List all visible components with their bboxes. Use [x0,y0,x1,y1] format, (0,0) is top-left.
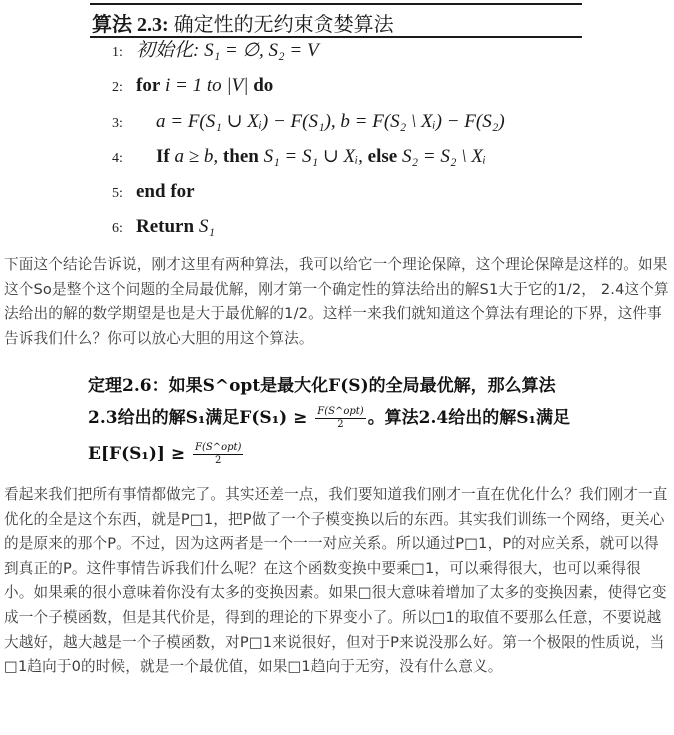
line-number: 2: [112,80,123,95]
algorithm-line-3 [112,110,505,136]
paragraph-submodular-transform: 看起来我们把所有事情都做完了。其实还差一点，我们要知道我们刚才一直在优化什么？我们刚才一直优化的全是这个东西，就是P□1，把P做了一个子模变换以后的东西。其实我们训练一个网络，更关心的是原来的那个P。不过，因为这两者是一个一一对应关系。所以通过P□1，P的对应关系，就可以得到真正的P。这件事情告诉我们什么呢？在这个函数变换中要乘□1，可以乘得很大，也可以乘得很小。如果乘的很小意味着你没有太多的变换因素。如果□很大意味着增加了太多的变换因素，使得它变成一个子模函数，但是其代价是，得到的理论的下界变小了。所以□1的取值不要那么任意，不要说越大越好，越大越是一个子模函数，对P□1来说很好，但对于P来说没那么好。第一个极限的性质说，当□1趋向于0的时候，就是一个最优值，如果□1趋向于无穷，没有什么意义。 [4,486,668,676]
line-number: 3: [112,116,123,131]
theorem-line-2 [88,406,570,431]
fraction [193,442,243,467]
line-number: 1: [112,45,123,60]
keyword-do: do [253,75,274,96]
line-number: 6: [112,221,123,236]
algorithm-line-2 [112,74,273,100]
algorithm-line-6 [112,215,215,241]
algorithm-title-prefix: 算法 2.3: [92,14,169,36]
algorithm-title-text: 确定性的无约束贪婪算法 [168,14,394,36]
line-number: 5: [112,186,123,201]
line-text: S₂ = S₂ \ Xᵢ [397,146,486,167]
algorithm-line-4 [112,145,486,171]
keyword-if: If [156,146,170,167]
algorithm-line-1 [112,39,319,65]
theorem-figure [82,372,592,480]
algorithm-title [92,8,394,37]
theorem-text: 。算法2.4给出的解S₁满足 [367,408,570,428]
theorem-line-3 [88,442,245,467]
fraction-numerator: F(S^opt) [195,442,242,453]
fraction-numerator: F(S^opt) [317,406,364,417]
algorithm-line-5 [112,180,195,206]
fraction-denominator: 2 [215,455,222,466]
theorem-line-1: 定理2.6：如果S^opt是最大化F(S)的全局最优解，那么算法 [88,376,556,396]
paragraph-theory-guarantee: 下面这个结论告诉说，刚才这里有两种算法，我可以给它一个理论保障，这个理论保障是这样的。如果这个So是整个这个问题的全局最优解，刚才第一个确定性的算法给出的解S1大于它的1/2， 2.4这个算法给出的解的数学期望是也是大于最优解的1/2。这样一来我们就知道这个算法有理论的下界，这件事告诉我们什么？你可以放心大胆的用这个算法。 [4,256,669,347]
line-text: a = F(S₁ ∪ Xᵢ) − F(S₁), b = F(S₂ \ Xᵢ) − F(S₂) [156,111,505,132]
theorem-text: E[F(S₁)] ≥ [88,444,186,464]
line-number: 4: [112,151,123,166]
keyword-return: Return [136,216,195,237]
fraction-denominator: 2 [337,419,344,430]
keyword-end-for: end for [136,181,195,202]
line-text: a ≥ b, [169,146,223,167]
algorithm-figure [82,0,588,246]
keyword-for: for [136,75,161,96]
algorithm-top-rule [90,3,582,5]
line-text: S₁ = S₁ ∪ Xᵢ, [258,146,368,167]
line-text: i = 1 to |V| [160,75,254,96]
fraction [315,406,365,431]
algorithm-header-rule [90,36,582,38]
theorem-text: 2.3给出的解S₁满足F(S₁) ≥ [88,408,308,428]
keyword-else: else [367,146,398,167]
line-text: S₁ [194,216,215,237]
keyword-then: then [222,146,259,167]
line-text: 初始化: S₁ = ∅, S₂ = V [136,40,319,61]
